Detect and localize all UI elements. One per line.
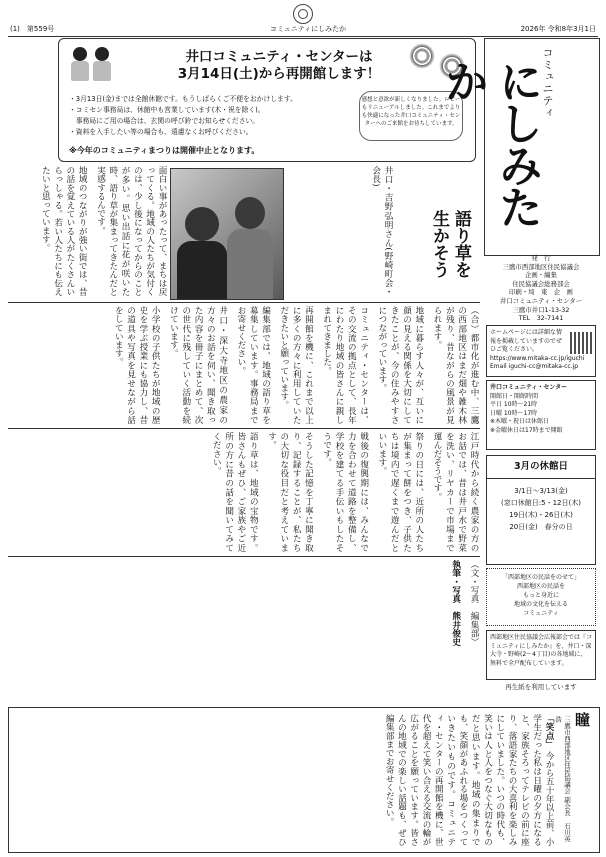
- essay-text: 「笑点」 今から五十年以上前、小学生だった私は日曜の夕方になると、家族そろってテレビの前に座り、落語家たちの大喜利を楽しみにしていました。いつの時代も、笑いは人と人をつなぐ大切なものだと思います。地域の集まりでも、笑顔があふれる場をつくっていきたいものです。コミュニティ・センターの再開館を機に、世代を超えて笑い合える交流の輪が広がることを願っています。皆さんの地域での楽しい話題も、ぜひ編集部までお寄せください。: [384, 714, 554, 846]
- newsletter-name: コミュニティにしみたか: [269, 25, 347, 33]
- interview-photo: [170, 168, 284, 300]
- poem-box: 「西部地区の民話をのせて」 西部地区の民話を もっと身近に 地域の文化を伝える コミュニティ: [486, 568, 596, 626]
- renewal-note: 感想と意欲が新しくなりました。ロビーもリニューアルしました。これまでよりも快適になった井口コミュニティ・センターへのご来館をお待ちしています。: [359, 91, 463, 141]
- distribution-note: 西部地区住民協議会広報部会では『コミュニティにしみたか』を、井口・深大寺・野崎(2～4丁目)の各地域に、無料で全戸配布しています。: [486, 630, 596, 680]
- calligraphy: 語り草を生かそう: [429, 210, 471, 278]
- feature-column-4: （文・写真 編集部） 執筆・写真 熊井俊史: [8, 560, 480, 700]
- feature-column-2: （合）都市化が進む中、三鷹の西部地区はまだ畑や雑木林が残り、昔ながらの風景が見られます。 地域に暮らす人々が、互いに顔の見える関係を大切にしてきたことが、今の住みやすさにつながっています。 コミュニティ・センターは、その交流の拠点として、長年にわたり地域の皆さんに親しまれてきました。 再開館を機に、これまで以上に多くの方々に利用していただきたいと願っています。 編集部では、地域の語り草を募集しています。事務局までお寄せください。 井口・深大寺地区の農家の方々のお話を伺い、聞き取った内容を冊子にまとめて、次の世代に残していく活動を続けています。 小学校の子供たちが地域の歴史を学ぶ授業にも協力し、昔の道具や写真を見せながら話をしています。: [113, 306, 479, 424]
- recycle-note: 再生紙を利用しています: [505, 683, 577, 691]
- holiday-box: 3月の休館日 3/1日～3/13(金) (窓口休館日:5・12日(木) 19日(木)・26日(木) 20日(金) 春分の日: [486, 455, 596, 565]
- center-hours-box: 井口コミュニティ・センター 開館日・開館時間 平日 10時～21時 日曜 10時～17時 ※木曜・祝日は休館日 ※金曜休日は17時まで開館: [486, 380, 596, 450]
- holiday-title: 3月の休館日: [487, 456, 595, 479]
- banner-title: 井口コミュニティ・センターは 3月14日(土)から再開館します！: [177, 49, 381, 82]
- feature-caption-column: 井口・吉野弘明さん(野崎町会・会長): [370, 166, 393, 296]
- masthead-title: にしみたか: [437, 59, 542, 227]
- issue-number: (1) 第559号: [10, 25, 55, 33]
- email-link[interactable]: Email iguchi-cc@mitaka-cc.jp: [490, 363, 579, 370]
- page-header: [8, 20, 598, 37]
- essay-author: 三鷹市西部地区住民協議会 副会長 石川英浩: [554, 716, 571, 842]
- hina-doll-icon: [71, 47, 89, 81]
- feature-column-1: 面白い事があったって、まちは戻ってくる。地域の人たちが気付くのは、少し後になってからのことが多い。思い出話に花が咲いた時、語り草が集まってきたんだと実感するんです。 地域のつながりが強い街では、昔の話を覚えている人がたくさんいらっしゃる。若い人たちにも伝えたいと思っています。: [40, 166, 167, 296]
- qr-code-icon[interactable]: [570, 332, 592, 354]
- flower-icon: [409, 43, 435, 69]
- hina-doll-icon: [93, 47, 111, 81]
- essay-title: 瞳: [573, 712, 591, 727]
- masthead-small: コミュニティ: [541, 47, 554, 119]
- banner-notes: ・3月13日(金)までは全館休館です。もうしばらくご不便をおかけします。 ・コミセン事務局は、休館中も営業しています(木・祝を除く)。 事務局にご用の場合は、玄関の呼び鈴でお知らせください。 ・資料を入手したい等の場合も、遠慮なくお呼びください。: [69, 95, 297, 136]
- essay-box: [8, 707, 600, 853]
- festival-cancel-note: ※今年のコミュニティまつりは開催中止となります。: [69, 146, 260, 155]
- credit: 執筆・写真 熊井俊史: [450, 560, 461, 646]
- issue-date: 2026年 令和8年3月1日: [520, 25, 596, 33]
- homepage-link[interactable]: https://www.mitaka-cc.jp/iguchi: [490, 354, 585, 362]
- publisher-info: 発 行 三鷹市西部地区住民協議会 企画・編集 住民協議会総務部会 印刷・埼 東 企 画 井口コミュニティ・センター 三鷹市井口1-13-32 TEL 32-7141: [499, 254, 583, 323]
- reopening-banner: [58, 38, 476, 162]
- homepage-box: ホームページには詳細な情報を掲載していますのでぜひご覧ください。 https://www.mitaka-cc.jp/iguchi Email iguchi-cc@mitaka-cc.jp: [486, 325, 596, 377]
- feature-column-3: 江戸時代から続く農家の方のお話では、昔は井戸水で野菜を洗い、リヤカーで市場まで運んだそうです。 祭りの日には、近所の人たちが集まって餅をつき、子供たちは境内で遅くまで遊んだといいます。 戦後の復興期には、みんなで力を合わせて道路を整備し、学校を建てる手伝いもしたそうです。 そうした記憶を丁寧に聞き取り、記録することが、私たちの大切な役目だと考えています。 語り草は、地域の宝物です。皆さんもぜひ、ご家族やご近所の方に昔の話を聞いてみてください。: [211, 432, 479, 552]
